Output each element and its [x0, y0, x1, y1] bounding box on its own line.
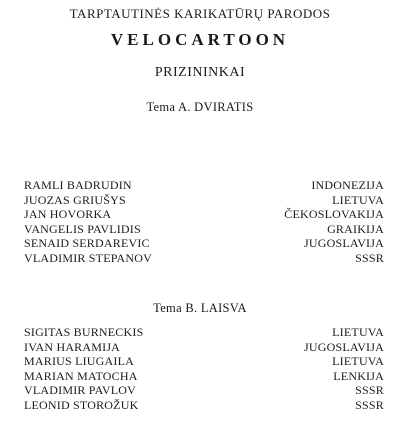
- winner-name: VLADIMIR PAVLOV: [24, 383, 137, 397]
- section-b-title: Tema B. LAISVA: [153, 301, 247, 315]
- list-item: [24, 340, 384, 355]
- exhibition-subtitle: TARPTAUTINĖS KARIKATŪRŲ PARODOS: [69, 6, 331, 21]
- list-item: [24, 178, 384, 193]
- winner-name: MARIAN MATOCHA: [24, 368, 138, 383]
- list-item: [24, 236, 384, 251]
- list-item: [24, 398, 384, 413]
- section-a-title: Tema A. DVIRATIS: [146, 100, 254, 114]
- list-item: [24, 207, 384, 222]
- winner-country: SSSR: [355, 250, 384, 265]
- prize-winners-heading: PRIZININKAI: [154, 65, 246, 80]
- winner-name: SIGITAS BURNECKIS: [24, 325, 144, 339]
- winner-country: LIETUVA: [332, 192, 384, 207]
- winner-country: LIETUVA: [332, 354, 384, 368]
- winner-name: VANGELIS PAVLIDIS: [24, 221, 141, 236]
- winner-country: SSSR: [355, 383, 384, 397]
- list-item: [24, 354, 384, 369]
- winner-name: SENAID SERDAREVIC: [24, 236, 150, 250]
- list-item: [24, 193, 384, 208]
- winner-name: VLADIMIR STEPANOV: [24, 250, 152, 265]
- list-item: [24, 325, 384, 340]
- section-a-list: [24, 178, 384, 265]
- winner-country: JUGOSLAVIJA: [304, 236, 384, 250]
- exhibition-title: VELOCARTOON: [110, 30, 290, 49]
- list-item: [24, 222, 384, 237]
- winner-name: JUOZAS GRIUŠYS: [24, 192, 126, 207]
- winner-country: JUGOSLAVIJA: [304, 339, 384, 354]
- section-b-list: [24, 325, 384, 412]
- winner-country: LENKIJA: [333, 368, 384, 383]
- winner-country: GRAIKIJA: [327, 221, 384, 236]
- winner-name: JAN HOVORKA: [24, 207, 112, 221]
- list-item: [24, 383, 384, 398]
- winner-name: IVAN HARAMIJA: [24, 339, 121, 354]
- winner-name: MARIUS LIUGAILA: [24, 354, 134, 368]
- winner-country: LIETUVA: [332, 325, 384, 339]
- winner-name: RAMLI BADRUDIN: [24, 178, 132, 192]
- winner-name: LEONID STOROŽUK: [24, 397, 139, 412]
- winner-country: INDONEZIJA: [311, 178, 384, 192]
- winner-country: ČEKOSLOVAKIJA: [284, 207, 384, 221]
- list-item: [24, 369, 384, 384]
- winner-country: SSSR: [355, 397, 384, 412]
- list-item: [24, 251, 384, 266]
